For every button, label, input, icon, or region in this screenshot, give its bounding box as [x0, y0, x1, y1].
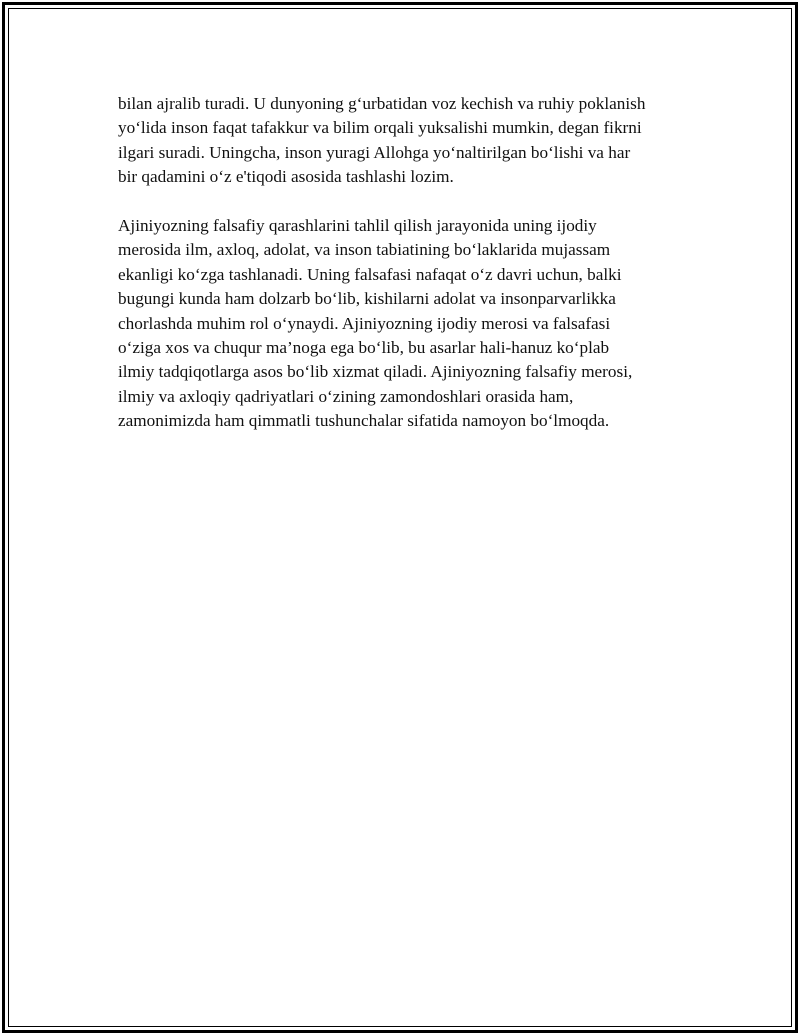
paragraph-line: chorlashda muhim rol o‘ynaydi. Ajiniyozning ijodiy merosi va falsafasi	[118, 313, 611, 333]
paragraph-line: o‘ziga xos va chuqur ma’noga ega bo‘lib, bu asarlar hali-hanuz ko‘plab	[118, 338, 610, 358]
paragraph-line: merosida ilm, axloq, adolat, va inson tabiatining bo‘laklarida mujassam	[118, 240, 611, 260]
paragraph-line: zamonimizda ham qimmatli tushunchalar sifatida namoyon bo‘lmoqda.	[118, 411, 610, 431]
paragraph-line: bugungi kunda ham dolzarb bo‘lib, kishilarni adolat va insonparvarlikka	[118, 289, 616, 309]
paragraph-line: ekanligi ko‘zga tashlanadi. Uning falsafasi nafaqat o‘z davri uchun, balki	[118, 264, 622, 284]
paragraph-line: Ajiniyozning falsafiy qarashlarini tahlil qilish jarayonida uning ijodiy	[118, 216, 597, 236]
paragraph-1	[118, 92, 698, 190]
paragraph-line: yo‘lida inson faqat tafakkur va bilim orqali yuksalishi mumkin, degan fikrni	[118, 118, 642, 138]
paragraph-line: ilgari suradi. Uningcha, inson yuragi Allohga yo‘naltirilgan bo‘lishi va har	[118, 142, 631, 162]
paragraph-line: bilan ajralib turadi. U dunyoning g‘urbatidan voz kechish va ruhiy poklanish	[118, 94, 646, 113]
paragraph-line: ilmiy va axloqiy qadriyatlari o‘zining zamondoshlari orasida ham,	[118, 386, 574, 406]
paragraph-line: ilmiy tadqiqotlarga asos bo‘lib xizmat qiladi. Ajiniyozning falsafiy merosi,	[118, 362, 633, 382]
paragraph-2	[118, 214, 698, 434]
document-body	[118, 92, 698, 458]
paragraph-line: bir qadamini o‘z e'tiqodi asosida tashlashi lozim.	[118, 167, 454, 187]
